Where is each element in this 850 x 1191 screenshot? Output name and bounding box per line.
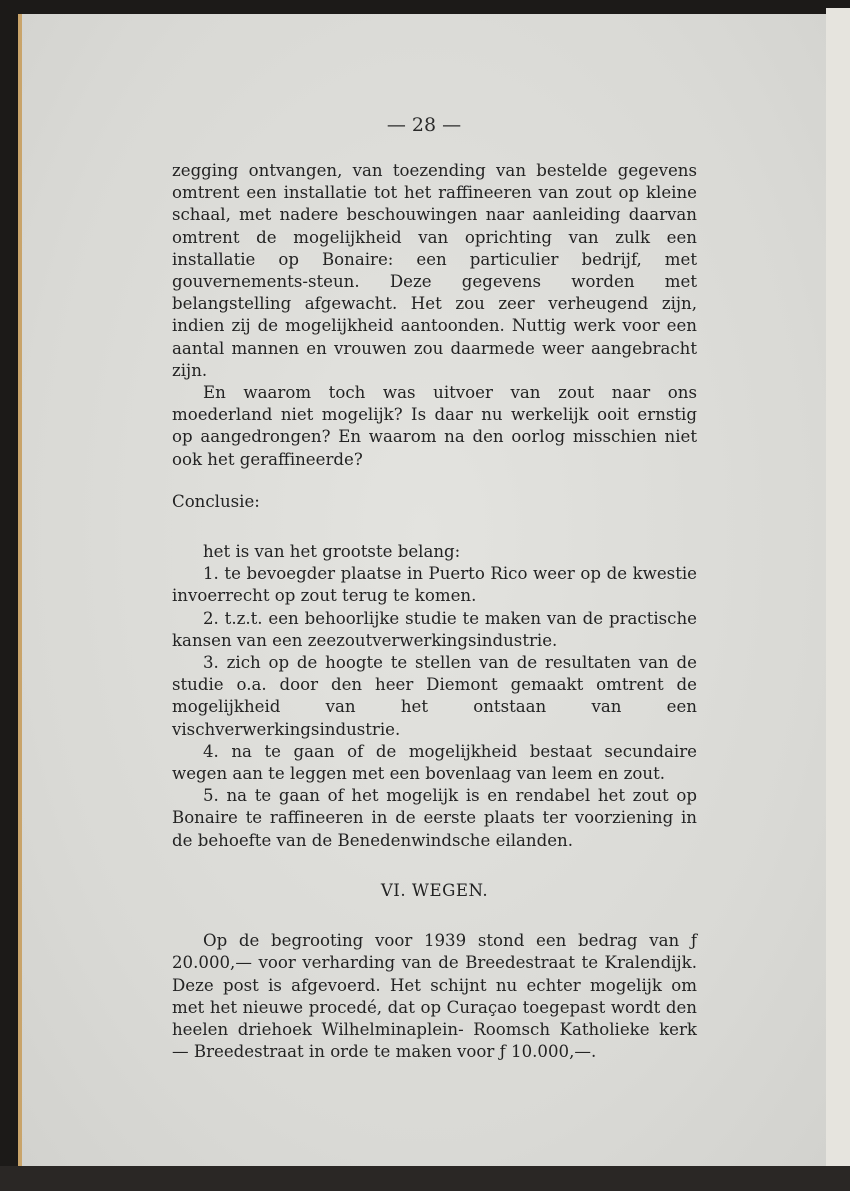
list-item: 4. na te gaan of de mogelijkheid bestaat secundaire wegen aan te leggen met een bovenlaag van leem en zout.: [172, 741, 697, 784]
page-edge: [18, 14, 22, 1166]
body-text: [172, 160, 697, 1063]
paragraph-2: En waarom toch was uitvoer van zout naar ons moederland niet mogelijk? Is daar nu werkelijk ooit ernstig op aangedrongen? En waarom na den oorlog misschien niet ook het geraffineerde?: [172, 383, 697, 469]
bottom-edge: [0, 1166, 850, 1191]
conclusie-title: Conclusie:: [172, 491, 260, 511]
adjacent-page-edge: [826, 8, 850, 1168]
list-item: 2. t.z.t. een behoorlijke studie te maken van de practische kansen van een zeezoutverwerkingsindustrie.: [172, 608, 697, 650]
page-number: — 28 —: [386, 114, 462, 136]
section-body: Op de begrooting voor 1939 stond een bedrag van ƒ 20.000,— voor verharding van de Breedestraat te Kralendijk. Deze post is afgevoerd. Het schijnt nu echter mogelijk om met het nieuwe procedé, dat op Curaçao toegepast wordt den heelen driehoek Wilhelminaplein- Roomsch Katholieke kerk — Breedestraat in orde te maken voor ƒ 10.000,—.: [172, 931, 697, 1062]
paragraph-1: zegging ontvangen, van toezending van bestelde gegevens omtrent een installatie tot het raffineeren van zout op kleine schaal, met nadere beschouwingen naar aanleiding daarvan omtrent de mogelijkheid van oprichting van zulk een installatie op Bonaire: een particulier bedrijf, met gouvernements-steun. Deze gegevens worden met belangstelling afgewacht. Het zou zeer verheugend zijn, indien zij de mogelijkheid aantoonden. Nuttig werk voor een aantal mannen en vrouwen zou daarmede weer aangebracht zijn.: [172, 161, 697, 380]
list-item: 3. zich op de hoogte te stellen van de resultaten van de studie o.a. door den heer Diemont gemaakt omtrent de mogelijkheid van het ontstaan van een vischverwerkingsindustrie.: [172, 653, 697, 739]
list-item: 5. na te gaan of het mogelijk is en rendabel het zout op Bonaire te raffineeren in de eerste plaats ter voorziening in de behoefte van de Benedenwindsche eilanden.: [172, 786, 697, 850]
document-page: [18, 14, 830, 1166]
section-heading: VI. WEGEN.: [380, 880, 489, 900]
conclusie-intro: het is van het grootste belang:: [203, 542, 461, 562]
list-item: 1. te bevoegder plaatse in Puerto Rico weer op de kwestie invoerrecht op zout terug te komen.: [172, 564, 697, 606]
